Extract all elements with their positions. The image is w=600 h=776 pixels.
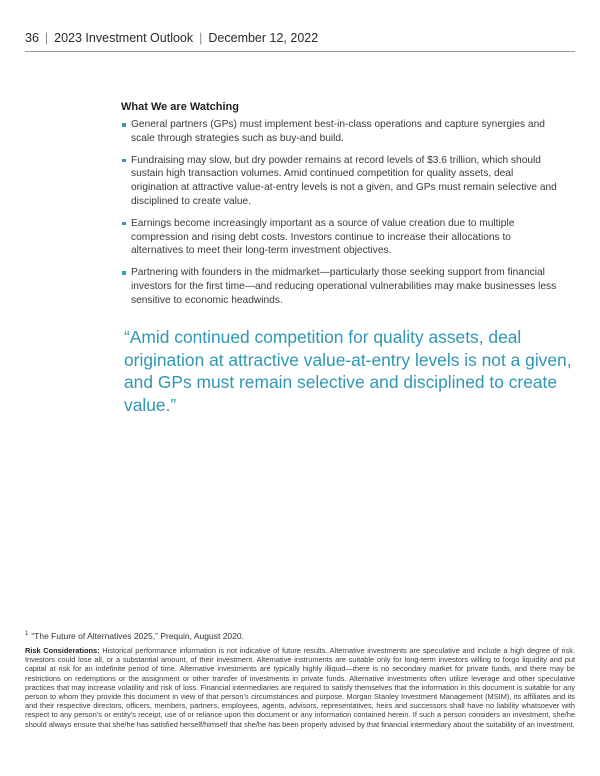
publication-date: December 12, 2022 [208, 31, 319, 45]
header-separator: | [44, 31, 49, 45]
page-header [25, 31, 318, 45]
footnote-text: “The Future of Alternatives 2025,” Prequin, August 2020. [31, 631, 244, 641]
bullet-item: General partners (GPs) must implement best-in-class operations and capture synergies and scale through strategies such as buy-and build. [121, 118, 561, 146]
header-divider [25, 51, 575, 52]
what-we-are-watching-section [121, 101, 561, 316]
footnote [25, 631, 244, 641]
bullet-list [121, 118, 561, 308]
publication-title: 2023 Investment Outlook [54, 31, 194, 45]
bullet-item: Partnering with founders in the midmarket—particularly those seeking support from financial investors for the first time—and reducing operational vulnerabilities may make businesses less sensitive to economic headwinds. [121, 266, 561, 307]
bullet-item: Earnings become increasingly important as a source of value creation due to multiple compression and rising debt costs. Investors continue to increase their allocations to alternatives to meet their long-term investment objectives. [121, 217, 561, 258]
risk-text: Historical performance information is not indicative of future results. Alternative investments are speculative and include a high degree of risk. Investors could lose all, or a substantial amount, of their investment. Alternative instruments are suitable only for long-term investors willing to forgo liquidity and put capital at risk for an indefinite period of time. Alternative investments are typically highly illiquid—there is no secondary market for private funds, and there may be restrictions on redemptions or the assignment or other transfer of investments in private funds. Alternative investments often utilize leverage and other speculative practices that may increase volatility and risk of loss. Financial intermediaries are required to satisfy themselves that the information in this document is suitable for any person to whom they provide this document in view of that person’s circumstances and purpose. Morgan Stanley Investment Management (MSIM), its affiliates and its and their respective directors, officers, members, partners, employees, agents, advisors, representatives, heirs and successors shall have no liability whatsoever with respect to any person’s or entity’s receipt, use of or reliance upon this document or any information contained herein. If such a person considers an investment, she/he should always ensure that she/he has satisfied herself/himself that she/he has been properly advised by that financial intermediary about the suitability of an investment. [25, 646, 575, 729]
pull-quote: “Amid continued competition for quality assets, deal origination at attractive value-at-entry levels is not a given, and GPs must remain selective and disciplined to create value.” [124, 327, 572, 415]
page-number: 36 [25, 31, 39, 45]
risk-considerations [25, 646, 575, 729]
risk-label: Risk Considerations: [25, 646, 100, 655]
bullet-item: Fundraising may slow, but dry powder remains at record levels of $3.6 trillion, which should sustain high transaction volumes. Amid continued competition for quality assets, deal origination at attractive value-at-entry levels is not a given, and GPs must remain selective and disciplined to create value. [121, 154, 561, 209]
header-separator: | [199, 31, 203, 45]
footnote-marker: 1 [25, 631, 29, 638]
section-heading: What We are Watching [121, 101, 239, 113]
